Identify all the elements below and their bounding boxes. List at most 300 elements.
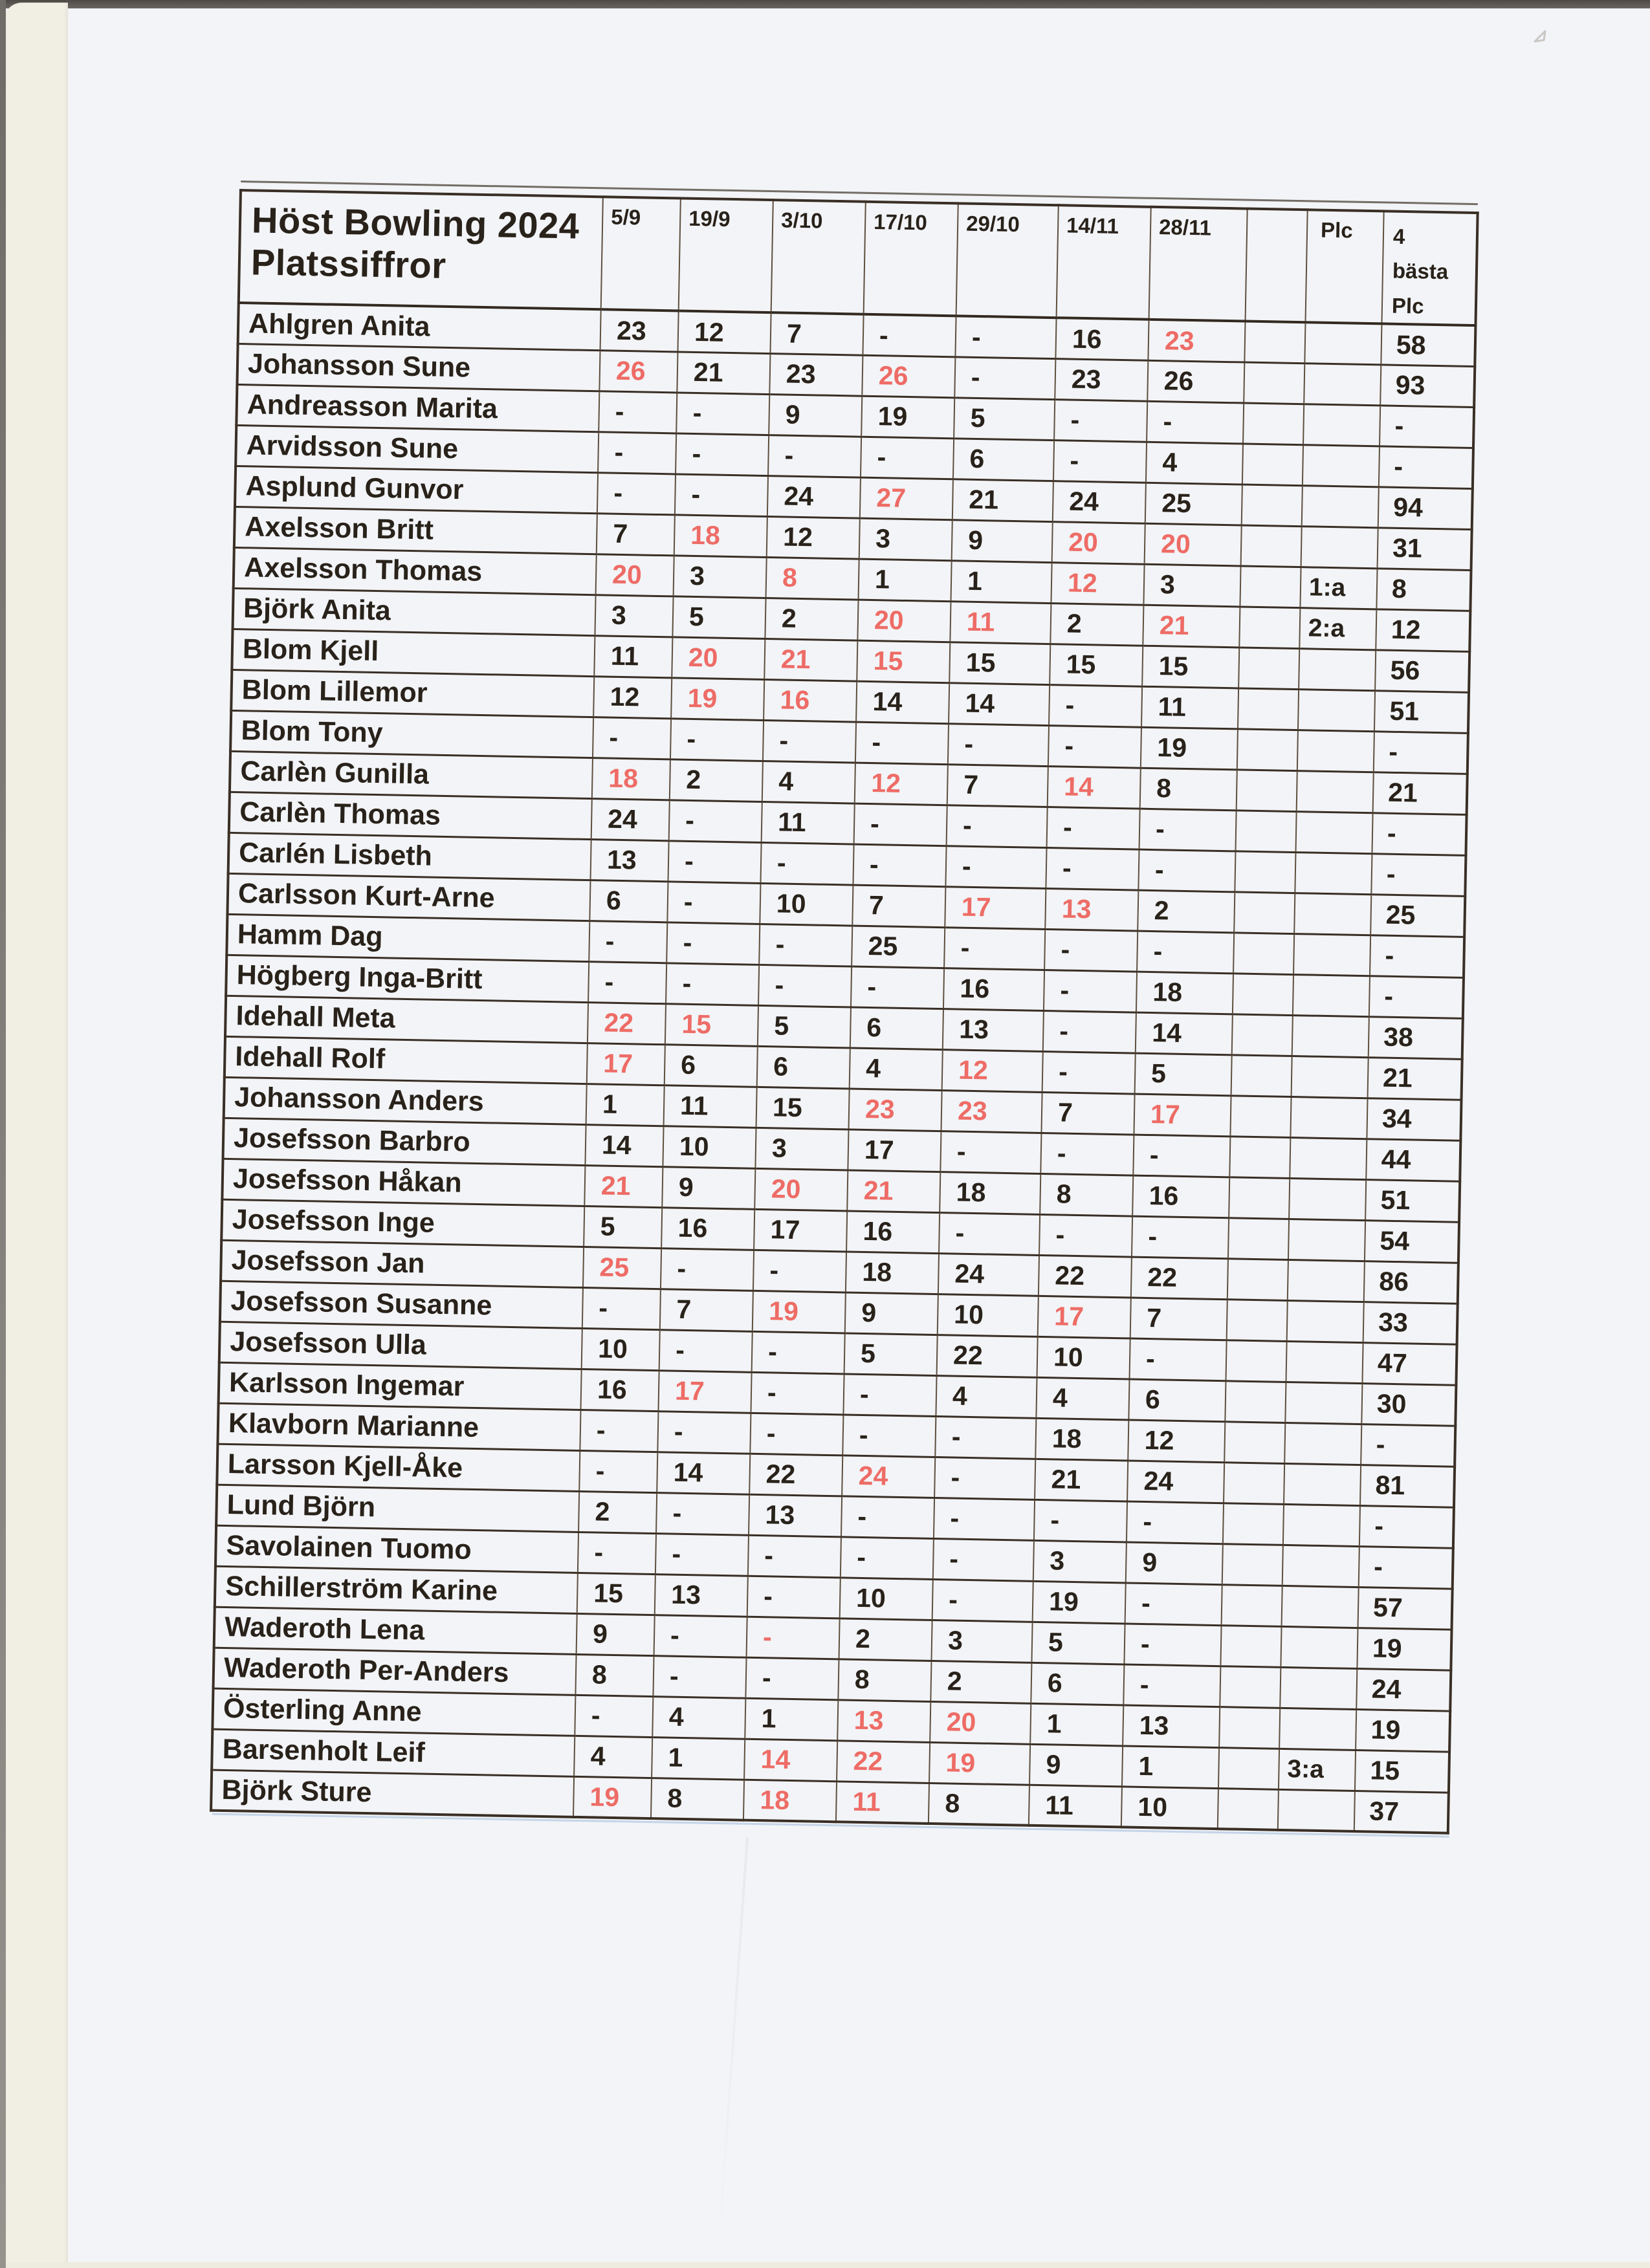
score-cell: - xyxy=(1034,1499,1127,1542)
best-4-cell: 38 xyxy=(1369,1017,1463,1060)
score-cell: - xyxy=(933,1538,1034,1581)
score-cell: 13 xyxy=(837,1700,930,1743)
score-cell: 11 xyxy=(1029,1785,1122,1827)
score-cell: 14 xyxy=(1136,1012,1233,1055)
best-4-cell: 37 xyxy=(1354,1791,1449,1833)
score-cell: 10 xyxy=(938,1294,1039,1336)
score-cell: 14 xyxy=(1048,766,1141,809)
score-cell: - xyxy=(752,1331,845,1374)
score-cell: 21 xyxy=(1035,1459,1128,1501)
score-cell: 22 xyxy=(588,1002,666,1044)
score-cell: 11 xyxy=(762,801,855,844)
score-cell: - xyxy=(579,1450,657,1492)
best-4-cell: 44 xyxy=(1366,1139,1460,1182)
score-cell: - xyxy=(947,805,1048,848)
score-cell: 7 xyxy=(660,1289,753,1332)
best-4-cell: 57 xyxy=(1358,1587,1453,1630)
score-cell: 21 xyxy=(847,1170,940,1213)
plc-cell xyxy=(1295,852,1372,894)
score-cell: 11 xyxy=(836,1782,929,1824)
score-cell: 12 xyxy=(677,311,771,354)
blank-cell xyxy=(1235,851,1295,893)
score-cell: - xyxy=(945,846,1046,889)
score-cell: 14 xyxy=(585,1124,663,1166)
score-cell: 4 xyxy=(652,1696,745,1739)
score-cell: - xyxy=(668,841,761,884)
best-4-cell: 81 xyxy=(1360,1465,1455,1507)
player-name: Schillerström Karine xyxy=(215,1566,578,1613)
score-cell: - xyxy=(1040,1133,1134,1175)
score-cell: 24 xyxy=(591,799,670,841)
score-cell: 15 xyxy=(1050,644,1143,686)
blank-cell xyxy=(1222,1585,1282,1627)
score-cell: - xyxy=(944,928,1045,970)
plc-cell xyxy=(1284,1463,1361,1505)
score-cell: 23 xyxy=(1148,320,1245,362)
score-cell: 7 xyxy=(770,312,863,355)
score-cell: 16 xyxy=(1132,1175,1229,1218)
column-header-date-6: 14/11 xyxy=(1057,205,1151,320)
score-cell: 21 xyxy=(1143,605,1240,648)
score-cell: - xyxy=(657,1412,751,1454)
score-cell: 20 xyxy=(857,600,951,642)
player-name: Waderoth Per-Anders xyxy=(214,1648,577,1695)
score-cell: - xyxy=(669,800,762,843)
score-cell: - xyxy=(747,1576,841,1619)
score-cell: 11 xyxy=(950,602,1051,644)
score-cell: 3 xyxy=(931,1620,1032,1663)
score-cell: 18 xyxy=(940,1172,1040,1214)
plc-cell xyxy=(1290,1096,1367,1139)
score-cell: 25 xyxy=(1145,483,1242,525)
score-cell: - xyxy=(659,1330,753,1373)
plc-cell xyxy=(1302,486,1379,528)
score-cell: - xyxy=(934,1498,1035,1540)
score-cell: 18 xyxy=(1035,1418,1128,1461)
score-cell: 12 xyxy=(1128,1420,1225,1463)
score-cell: 20 xyxy=(930,1701,1031,1744)
bowling-results-table xyxy=(210,189,1479,1835)
score-cell: - xyxy=(1123,1664,1220,1707)
blank-cell xyxy=(1235,811,1296,853)
plc-cell xyxy=(1292,1056,1369,1098)
player-name: Idehall Rolf xyxy=(225,1036,588,1084)
plc-cell xyxy=(1281,1626,1358,1668)
player-name: Larsson Kjell-Åke xyxy=(217,1444,580,1491)
best-4-cell: 15 xyxy=(1355,1750,1449,1793)
plc-cell xyxy=(1288,1259,1365,1302)
score-cell: 18 xyxy=(743,1780,837,1822)
blank-cell xyxy=(1230,1096,1291,1138)
score-cell: 24 xyxy=(938,1253,1039,1296)
best-4-cell: 21 xyxy=(1373,772,1468,815)
best-4-cell: - xyxy=(1374,732,1468,774)
score-cell: 2 xyxy=(765,598,858,640)
blank-cell xyxy=(1231,1055,1292,1097)
score-cell: 26 xyxy=(1147,360,1244,403)
score-cell: 18 xyxy=(592,758,670,800)
score-cell: - xyxy=(841,1537,934,1580)
score-cell: - xyxy=(666,922,760,965)
score-cell: 15 xyxy=(756,1087,850,1129)
score-cell: - xyxy=(748,1535,841,1578)
score-cell: 23 xyxy=(600,310,679,352)
score-cell: - xyxy=(582,1287,661,1329)
blank-cell xyxy=(1226,1340,1286,1382)
score-cell: - xyxy=(599,391,677,433)
paper-bottom-edge xyxy=(6,2262,1650,2268)
score-cell: 23 xyxy=(1055,359,1148,402)
column-header-date-3: 3/10 xyxy=(771,200,866,314)
score-cell: 10 xyxy=(663,1126,756,1169)
score-cell: - xyxy=(575,1695,653,1737)
blank-cell xyxy=(1229,1177,1290,1219)
score-cell: - xyxy=(670,719,764,761)
blank-cell xyxy=(1227,1300,1288,1342)
plc-cell xyxy=(1297,730,1374,772)
scanner-left-edge xyxy=(0,0,6,2268)
column-header-date-7: 28/11 xyxy=(1149,207,1248,322)
blank-cell xyxy=(1219,1707,1280,1749)
score-cell: - xyxy=(851,966,944,1009)
score-cell: 7 xyxy=(947,765,1048,807)
score-cell: 16 xyxy=(581,1369,659,1411)
player-name: Josefsson Håkan xyxy=(222,1159,585,1206)
best-4-cell: 19 xyxy=(1356,1709,1450,1752)
score-cell: 11 xyxy=(1141,686,1238,729)
best-4-cell: - xyxy=(1359,1546,1453,1589)
score-cell: 18 xyxy=(674,515,767,558)
score-cell: 2 xyxy=(1050,603,1143,646)
score-cell: 3 xyxy=(1033,1540,1127,1583)
player-name: Carlèn Gunilla xyxy=(230,751,593,798)
score-cell: - xyxy=(1047,807,1140,849)
score-cell: 6 xyxy=(1031,1663,1124,1705)
score-cell: - xyxy=(854,803,947,846)
score-cell: - xyxy=(667,882,760,924)
score-cell: - xyxy=(1049,684,1142,727)
plc-cell xyxy=(1303,404,1380,446)
score-cell: 14 xyxy=(856,681,949,724)
score-cell: 14 xyxy=(657,1452,750,1495)
plc-cell xyxy=(1298,689,1375,731)
score-cell: 22 xyxy=(937,1335,1038,1377)
score-cell: 5 xyxy=(1135,1053,1232,1096)
score-cell: - xyxy=(578,1532,656,1574)
blank-cell xyxy=(1238,688,1299,730)
score-cell: 4 xyxy=(574,1736,652,1778)
score-cell: - xyxy=(1147,401,1244,444)
score-cell: 15 xyxy=(857,640,950,683)
player-name: Björk Sture xyxy=(211,1770,574,1817)
score-cell: 6 xyxy=(757,1046,850,1089)
plc-cell xyxy=(1285,1382,1362,1424)
plc-cell xyxy=(1304,364,1381,406)
blank-cell xyxy=(1233,974,1293,1016)
blank-cell xyxy=(1242,444,1303,486)
score-cell: 4 xyxy=(1036,1377,1129,1420)
plc-cell xyxy=(1294,893,1371,935)
score-cell: 7 xyxy=(597,514,675,556)
blank-cell xyxy=(1220,1666,1281,1708)
score-cell: - xyxy=(1053,440,1147,483)
score-cell: - xyxy=(843,1374,936,1417)
score-cell: - xyxy=(768,435,861,477)
plc-cell xyxy=(1292,1015,1369,1057)
best-4-cell: 24 xyxy=(1356,1668,1451,1711)
plc-cell xyxy=(1282,1545,1359,1587)
blank-cell xyxy=(1225,1381,1286,1423)
score-cell: 17 xyxy=(1038,1296,1131,1338)
score-cell: - xyxy=(1132,1216,1229,1259)
score-cell: 20 xyxy=(754,1168,848,1211)
blank-cell xyxy=(1232,1014,1293,1056)
score-cell: 22 xyxy=(837,1741,930,1783)
score-cell: 10 xyxy=(582,1328,660,1370)
player-name: Karlsson Ingemar xyxy=(219,1362,582,1410)
player-name: Björk Anita xyxy=(233,588,596,635)
score-cell: - xyxy=(861,437,954,479)
player-name: Klavborn Marianne xyxy=(217,1403,580,1450)
score-cell: 18 xyxy=(1136,972,1233,1014)
best-4-cell: 93 xyxy=(1380,365,1475,408)
player-name: Johansson Anders xyxy=(224,1077,587,1124)
plc-cell xyxy=(1278,1789,1355,1831)
best-4-cell: 12 xyxy=(1376,609,1470,652)
score-cell: 10 xyxy=(760,883,853,926)
score-cell: 19 xyxy=(671,678,764,721)
score-cell: - xyxy=(935,1416,1036,1459)
score-cell: 3 xyxy=(595,595,673,637)
score-cell: 21 xyxy=(764,638,857,681)
paper-under-sheet-edge xyxy=(4,3,68,2268)
score-cell: 20 xyxy=(596,554,674,596)
score-cell: 17 xyxy=(754,1209,847,1252)
plc-cell xyxy=(1287,1300,1364,1342)
score-cell: 2 xyxy=(930,1661,1031,1703)
score-cell: - xyxy=(1039,1214,1132,1257)
player-name: Savolainen Tuomo xyxy=(215,1525,578,1573)
player-name: Hamm Dag xyxy=(226,914,589,961)
player-name: Asplund Gunvor xyxy=(235,466,598,513)
player-name: Josefsson Ulla xyxy=(219,1322,582,1369)
score-cell: 4 xyxy=(1146,442,1243,485)
score-cell: 19 xyxy=(753,1291,846,1333)
plc-cell xyxy=(1293,933,1370,976)
score-cell: 19 xyxy=(929,1742,1030,1785)
score-cell: 8 xyxy=(1040,1173,1133,1216)
score-cell: 17 xyxy=(1134,1094,1231,1137)
score-cell: - xyxy=(1127,1501,1224,1544)
score-cell: 22 xyxy=(1131,1257,1228,1300)
score-cell: 18 xyxy=(846,1252,939,1294)
best-4-cell: - xyxy=(1372,813,1466,856)
score-cell: 13 xyxy=(943,1009,1044,1052)
best-4-cell: 51 xyxy=(1365,1180,1460,1223)
best-4-cell: 19 xyxy=(1357,1628,1451,1670)
plc-cell xyxy=(1295,811,1372,853)
plc-cell xyxy=(1293,974,1370,1016)
score-cell: 1 xyxy=(1122,1746,1219,1789)
score-cell: - xyxy=(1139,809,1237,851)
score-cell: 22 xyxy=(1039,1255,1132,1298)
plc-cell xyxy=(1301,527,1378,569)
score-cell: 5 xyxy=(584,1206,662,1248)
blank-cell xyxy=(1243,403,1304,445)
score-cell: 21 xyxy=(952,479,1053,522)
score-cell: 24 xyxy=(1127,1461,1224,1503)
score-cell: - xyxy=(863,314,956,357)
player-name: Josefsson Susanne xyxy=(220,1281,583,1328)
player-name: Andreasson Marita xyxy=(236,384,599,431)
score-cell: 11 xyxy=(664,1085,757,1128)
score-cell: 26 xyxy=(599,351,677,393)
player-name: Axelsson Britt xyxy=(234,507,597,554)
score-cell: - xyxy=(842,1415,936,1457)
player-name: Carlén Lisbeth xyxy=(228,833,591,880)
score-cell: 5 xyxy=(954,398,1055,441)
player-name: Barsenholt Leif xyxy=(212,1729,575,1776)
score-cell: - xyxy=(661,1248,754,1291)
score-cell: 21 xyxy=(584,1165,663,1207)
player-name: Österling Anne xyxy=(212,1688,575,1736)
plc-cell xyxy=(1283,1504,1360,1546)
score-cell: 8 xyxy=(929,1783,1029,1826)
plc-cell xyxy=(1286,1341,1363,1383)
blank-cell xyxy=(1224,1422,1285,1464)
score-cell: 1 xyxy=(859,559,952,602)
score-cell: 10 xyxy=(1121,1787,1218,1829)
score-cell: 5 xyxy=(1031,1622,1125,1664)
blank-cell xyxy=(1233,933,1294,975)
score-cell: 9 xyxy=(769,394,862,437)
score-cell: - xyxy=(747,1617,840,1659)
plc-cell: 2:a xyxy=(1299,608,1376,650)
score-cell: 3 xyxy=(755,1128,848,1170)
best-4-cell: 56 xyxy=(1375,650,1469,693)
column-header-best: 4 bästa Plc xyxy=(1381,211,1477,325)
player-name: Carlèn Thomas xyxy=(229,792,592,839)
score-cell: 15 xyxy=(1142,646,1239,688)
score-cell: - xyxy=(940,1131,1041,1173)
best-4-cell: 47 xyxy=(1362,1342,1457,1385)
score-cell: 25 xyxy=(583,1247,661,1289)
score-cell: 15 xyxy=(577,1573,655,1615)
score-cell: 9 xyxy=(952,520,1053,563)
score-cell: 7 xyxy=(1041,1092,1134,1135)
score-cell: 8 xyxy=(766,557,859,600)
plc-cell xyxy=(1304,323,1381,365)
score-cell: 3 xyxy=(674,556,767,598)
score-cell: 20 xyxy=(672,637,765,680)
score-cell: 17 xyxy=(945,887,1046,930)
player-name: Lund Björn xyxy=(216,1485,579,1532)
score-cell: - xyxy=(954,357,1055,400)
score-cell: 24 xyxy=(767,475,861,518)
score-cell: 9 xyxy=(577,1613,655,1655)
score-cell: 10 xyxy=(1037,1336,1130,1379)
score-cell: 9 xyxy=(845,1292,938,1335)
score-cell: - xyxy=(676,433,769,476)
score-cell: 5 xyxy=(844,1333,938,1376)
score-cell: - xyxy=(588,961,666,1003)
score-cell: - xyxy=(1048,725,1141,768)
score-cell: - xyxy=(948,724,1049,767)
score-cell: 14 xyxy=(744,1739,837,1782)
score-cell: 3 xyxy=(1143,564,1240,607)
score-cell: 19 xyxy=(1033,1581,1126,1624)
score-cell: - xyxy=(760,842,853,885)
score-cell: 6 xyxy=(1128,1379,1226,1422)
score-cell: 16 xyxy=(1055,318,1149,361)
paper-crease xyxy=(716,1838,749,2264)
plc-cell: 1:a xyxy=(1300,567,1377,609)
score-cell: 16 xyxy=(943,968,1044,1011)
plc-cell xyxy=(1288,1219,1365,1261)
plc-cell xyxy=(1279,1708,1356,1750)
score-cell: 26 xyxy=(862,355,955,398)
plc-cell xyxy=(1280,1667,1357,1709)
player-name: Waderoth Lena xyxy=(214,1607,577,1654)
column-header-plc: Plc xyxy=(1305,210,1383,323)
score-cell: 8 xyxy=(575,1654,654,1696)
score-cell: 25 xyxy=(852,926,945,968)
best-4-cell: 86 xyxy=(1364,1261,1458,1304)
score-cell: 12 xyxy=(942,1049,1043,1092)
column-header-blank xyxy=(1246,209,1308,323)
score-cell: - xyxy=(1138,849,1235,892)
results-sheet xyxy=(210,189,1479,1835)
score-cell: 6 xyxy=(953,439,1054,481)
score-cell: 20 xyxy=(1145,523,1242,566)
best-4-cell: 51 xyxy=(1374,691,1469,734)
score-cell: 13 xyxy=(1123,1705,1220,1748)
score-cell: 16 xyxy=(661,1208,754,1250)
score-cell: - xyxy=(758,965,852,1007)
score-cell: - xyxy=(580,1410,658,1452)
score-cell: - xyxy=(675,474,768,517)
score-cell: 17 xyxy=(587,1043,665,1085)
score-cell: 1 xyxy=(745,1698,838,1741)
blank-cell xyxy=(1228,1218,1289,1260)
header-row xyxy=(239,190,1478,325)
score-cell: 8 xyxy=(651,1778,744,1820)
score-cell: - xyxy=(1044,970,1137,1012)
scanner-top-edge xyxy=(0,0,1650,8)
score-cell: 7 xyxy=(852,885,945,928)
blank-cell xyxy=(1244,322,1305,364)
score-cell: - xyxy=(1124,1624,1221,1666)
score-cell: - xyxy=(753,1250,846,1292)
best-4-cell: 94 xyxy=(1378,487,1473,530)
best-4-cell: - xyxy=(1371,854,1466,897)
best-4-cell: 54 xyxy=(1365,1221,1459,1263)
score-cell: 5 xyxy=(672,596,765,639)
score-cell: - xyxy=(751,1372,844,1415)
best-4-cell: 31 xyxy=(1378,528,1472,571)
score-cell: 22 xyxy=(749,1454,842,1496)
score-cell: - xyxy=(1046,847,1139,890)
score-cell: - xyxy=(1054,400,1147,442)
score-cell: 2 xyxy=(839,1619,932,1661)
plc-cell xyxy=(1282,1586,1359,1628)
blank-cell xyxy=(1240,566,1301,608)
best-4-cell: 58 xyxy=(1381,324,1475,367)
score-cell: 17 xyxy=(848,1129,941,1172)
column-header-date-4: 17/10 xyxy=(864,202,958,316)
score-cell: 12 xyxy=(855,763,948,805)
plc-cell xyxy=(1290,1137,1367,1179)
